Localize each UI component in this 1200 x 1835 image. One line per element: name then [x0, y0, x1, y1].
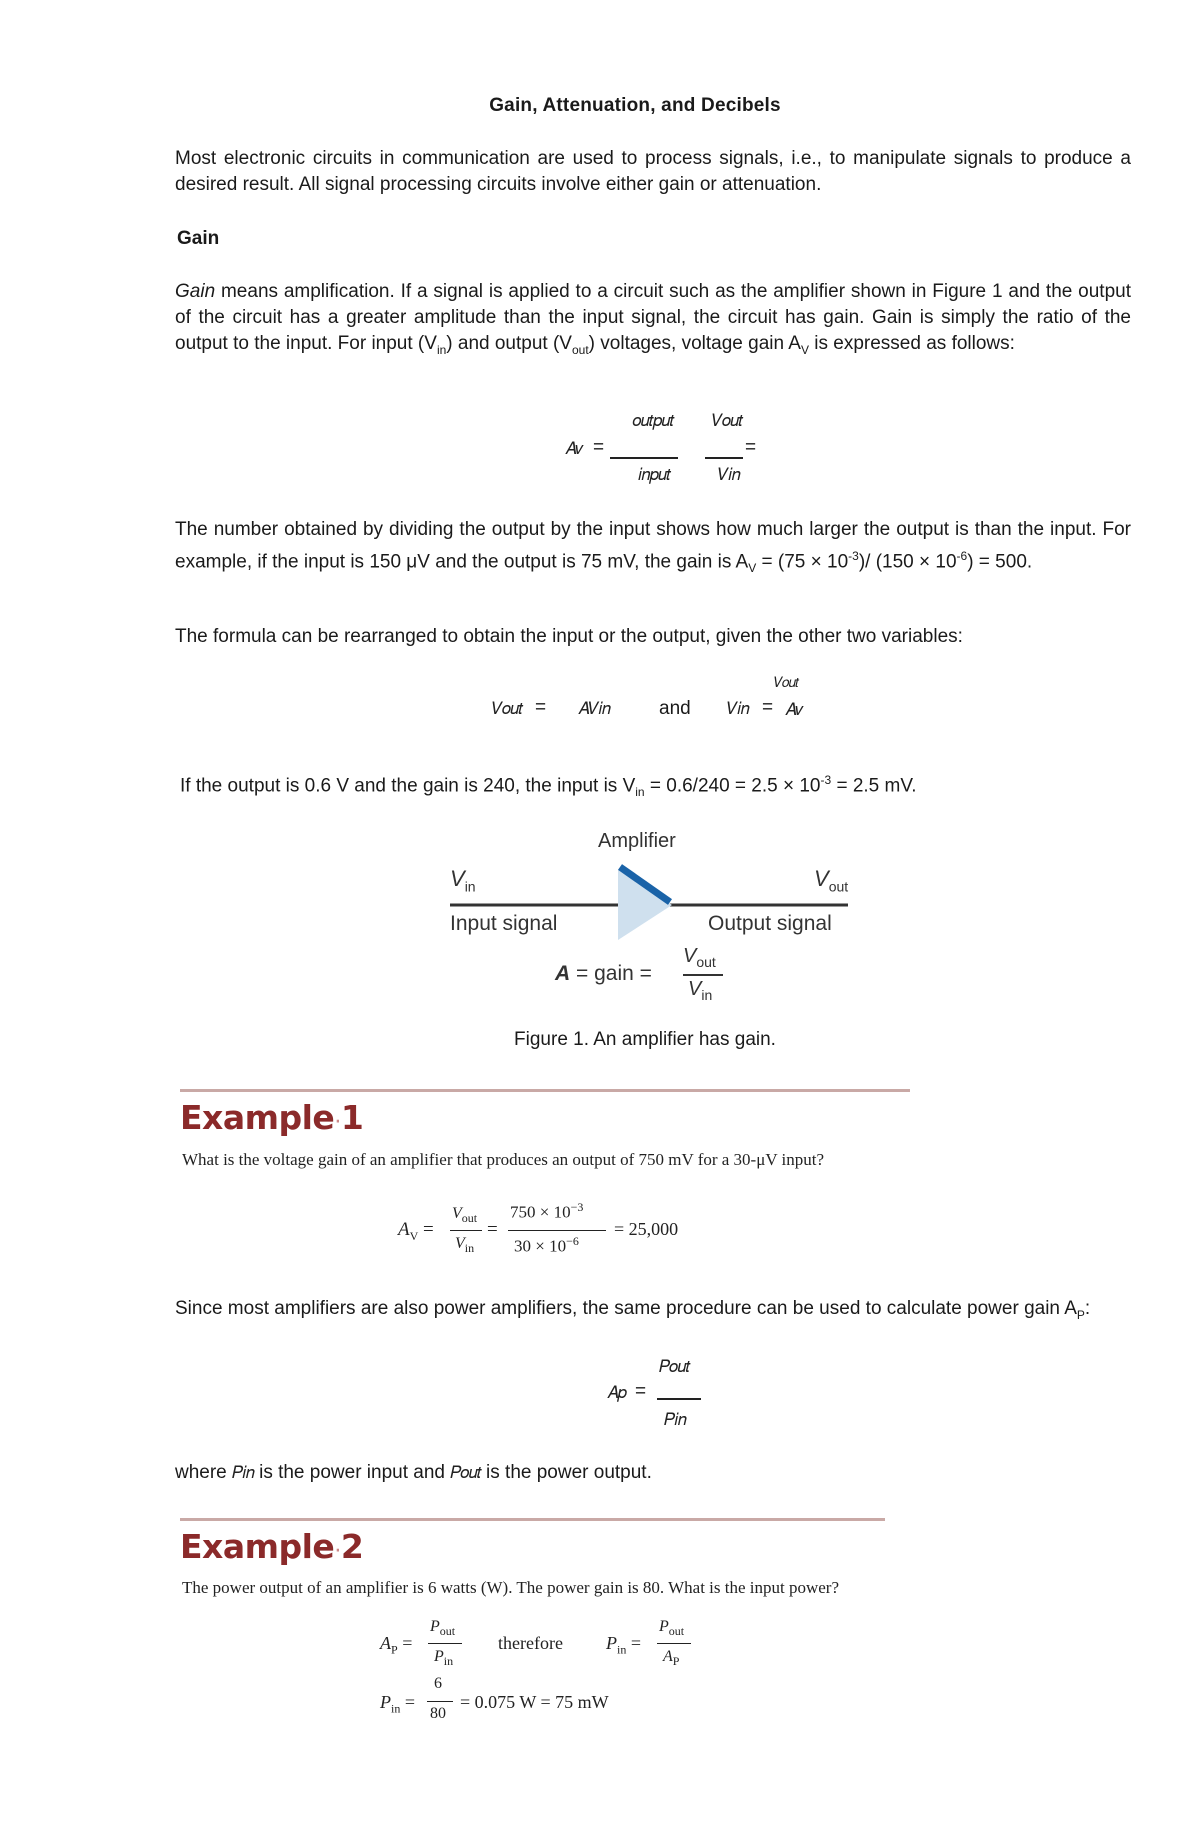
example2-heading — [180, 1527, 363, 1566]
ex1-num1-sub: out — [461, 1211, 478, 1226]
ex2-ap-lhs: $A_P$ = — [380, 1633, 413, 1657]
inpara-text-c: = 2.5 mV. — [831, 775, 917, 797]
ex2-pin-num-p: P — [659, 1618, 669, 1635]
gain-heading: Gain — [177, 228, 220, 249]
expara-sup1: -3 — [848, 549, 859, 563]
eq3-num: 𝑃𝑜𝑢𝑡 — [659, 1357, 690, 1377]
gain-italic: Gain — [175, 281, 216, 302]
ex2-ap-den — [434, 1648, 453, 1669]
ex1-num2 — [510, 1200, 583, 1223]
power-paragraph — [175, 1296, 1131, 1328]
vout-label — [814, 866, 848, 894]
inpara-text-b: = 0.6/240 = 2.5 × 10 — [644, 775, 821, 797]
eq2-left-lhs: 𝑉𝑜𝑢𝑡 — [492, 699, 523, 719]
gain-example-paragraph — [175, 517, 1131, 581]
ex1-den2-val: 30 × 10 — [514, 1236, 567, 1256]
ex2-calc-p: P — [380, 1692, 391, 1712]
example2-question: The power output of an amplifier is 6 watts (W). The power gain is 80. What is the input power? — [182, 1578, 840, 1597]
eq1-den2: 𝑉𝑖𝑛 — [718, 465, 740, 485]
eq1-num1: 𝑜𝑢𝑡𝑝𝑢𝑡 — [632, 411, 674, 431]
expara-text-a: The number obtained by dividing the output by the input shows how much larger the output is than the input. For example, if the input is 150 μV and the output is 75 mV, the gain is A — [175, 519, 1131, 573]
amplifier-label: Amplifier — [598, 830, 676, 852]
ex2-ap-den-sub: in — [443, 1654, 454, 1669]
ex2-ap-line — [428, 1643, 462, 1644]
gain-text-d: is expressed as follows: — [809, 333, 1015, 354]
powpara-text-b: : — [1084, 1298, 1091, 1319]
eq3-lhs: 𝐴𝑝 — [607, 1383, 626, 1403]
where-text-b: is the power input and — [253, 1462, 451, 1483]
page-title: Gain, Attenuation, and Decibels — [489, 95, 781, 116]
where-pout: 𝑃𝑜𝑢𝑡 — [450, 1463, 481, 1483]
ex1-line1 — [450, 1230, 482, 1231]
gain-text-c: ) voltages, voltage gain A — [588, 333, 801, 354]
example2-rule — [180, 1518, 885, 1521]
figure-caption: Figure 1. An amplifier has gain. — [514, 1029, 776, 1050]
example2-dot: · — [334, 1539, 341, 1564]
example1-number: 1 — [340, 1098, 364, 1137]
ex2-calc-den: 80 — [430, 1705, 446, 1722]
input-paragraph — [180, 767, 1136, 805]
intro-paragraph: Most electronic circuits in communication are used to process signals, i.e., to manipulate signals to produce a desired result. All signal processing circuits involve either gain or attenuation. — [175, 148, 1131, 195]
vin-sub: in — [464, 878, 476, 895]
expara-sub-v: V — [748, 561, 757, 576]
formula-num-v: V — [683, 945, 697, 967]
output-signal-label: Output signal — [708, 912, 832, 935]
figure-formula-line — [683, 974, 723, 976]
ex2-pin-num — [659, 1618, 684, 1639]
example1-equation: $A_V$ = — [398, 1219, 434, 1243]
ex1-eq2: = — [487, 1219, 498, 1240]
formula-den-v: V — [688, 978, 702, 1000]
ex2-ap-den-p: P — [434, 1648, 444, 1665]
ex2-pin-num-sub: out — [668, 1624, 685, 1639]
example2-word: Example — [180, 1527, 335, 1566]
eq1-frac-line-2 — [705, 457, 743, 459]
expara-text-d: ) = 500. — [967, 551, 1033, 573]
eq2-left-equals: = — [535, 697, 547, 718]
eq1-equals: = — [593, 437, 605, 458]
ex1-num1 — [452, 1205, 477, 1226]
inpara-sub-in: in — [635, 785, 645, 800]
ex2-ap-a: A — [380, 1633, 391, 1653]
formula-lhs: A — [555, 962, 571, 985]
ex2-pin-den-a: A — [663, 1648, 673, 1665]
eq2-right-lhs: 𝑉𝑖𝑛 — [727, 699, 749, 719]
ex1-den1-v: V — [455, 1235, 465, 1252]
ex2-calc-sub: in — [391, 1701, 401, 1716]
vout-sub: out — [828, 878, 849, 895]
where-pin: 𝑃𝑖𝑛 — [232, 1463, 254, 1483]
eq1-frac-line-1 — [610, 457, 678, 459]
formula-den-sub: in — [701, 987, 713, 1003]
ex2-pin-lhs: $P_{in}$ = — [606, 1633, 641, 1657]
ex2-pin-line — [657, 1643, 691, 1644]
gain-sub-v: V — [800, 342, 809, 357]
gain-text-b: ) and output (V — [446, 333, 572, 354]
eq3-frac-line — [657, 1398, 701, 1400]
example1-rule — [180, 1089, 910, 1092]
ex1-lhs: A — [398, 1219, 410, 1240]
ex2-ap-sub: P — [391, 1642, 398, 1657]
ex2-ap-num-p: P — [430, 1618, 440, 1635]
ex1-den2 — [514, 1234, 579, 1257]
formula-mid: = gain = — [570, 962, 652, 985]
figure-formula-den — [688, 978, 712, 1003]
ex2-calc-num: 6 — [434, 1675, 442, 1692]
eq3-den: 𝑃𝑖𝑛 — [664, 1410, 686, 1430]
ex1-lhs-sub: V — [409, 1228, 419, 1243]
ex1-num2-sup: −3 — [570, 1200, 584, 1214]
eq2-right-den: 𝐴𝑣 — [785, 700, 803, 720]
eq1-lhs: 𝐴𝑣 — [565, 439, 583, 459]
ex1-line2 — [508, 1230, 606, 1231]
where-paragraph — [175, 1460, 1131, 1486]
ex1-num2-val: 750 × 10 — [510, 1202, 571, 1222]
example1-word: Example — [180, 1098, 335, 1137]
expara-text-c: )/ (150 × 10 — [858, 551, 957, 573]
example2-number: 2 — [340, 1527, 364, 1566]
example1-question: What is the voltage gain of an amplifier that produces an output of 750 mV for a 30-μV input? — [182, 1150, 825, 1169]
eq2-left-rhs: 𝐴𝑉𝑖𝑛 — [578, 699, 610, 719]
figure-formula — [555, 962, 652, 986]
eq1-den1: 𝑖𝑛𝑝𝑢𝑡 — [637, 465, 671, 485]
ex1-result: = 25,000 — [614, 1219, 679, 1239]
ex1-den2-sup: −6 — [566, 1234, 579, 1248]
powpara-text-a: Since most amplifiers are also power amplifiers, the same procedure can be used to calculate power gain A — [175, 1298, 1077, 1319]
vout-v: V — [814, 866, 829, 891]
ex2-therefore: therefore — [498, 1633, 563, 1653]
example1-dot: · — [334, 1110, 341, 1135]
ex2-pin-den-sub: P — [672, 1654, 680, 1669]
vin-label — [450, 866, 476, 894]
inpara-text-a: If the output is 0.6 V and the gain is 240, the input is V — [180, 775, 636, 797]
eq2-and: and — [659, 698, 691, 719]
eq3-equals: = — [635, 1381, 647, 1402]
where-text-c: is the power output. — [480, 1462, 652, 1483]
vin-v: V — [450, 866, 465, 891]
input-signal-label: Input signal — [450, 912, 558, 935]
ex1-num1-v: V — [452, 1205, 462, 1222]
ex2-calc-lhs: $P_{in}$ = — [380, 1692, 415, 1716]
eq2-right-num: 𝑉𝑜𝑢𝑡 — [774, 675, 799, 691]
ex2-ap-num-sub: out — [439, 1624, 456, 1639]
ex1-den1-sub: in — [464, 1241, 475, 1256]
expara-text-b: = (75 × 10 — [756, 551, 849, 573]
ex2-pin-den — [663, 1648, 679, 1669]
formula-num-sub: out — [696, 954, 716, 970]
eq1-trailing-equals: = — [745, 437, 757, 458]
expara-sup2: -6 — [956, 549, 968, 563]
ex2-calc-result: = 0.075 W = 75 mW — [460, 1692, 609, 1712]
ex2-pin-sub: in — [617, 1642, 627, 1657]
eq1-num2: 𝑉𝑜𝑢𝑡 — [712, 411, 743, 431]
gain-sub-in: in — [436, 342, 447, 357]
gain-sub-out: out — [571, 342, 589, 357]
ex2-pin-p: P — [606, 1633, 617, 1653]
figure-amplifier — [430, 822, 870, 1017]
inpara-sup: -3 — [820, 773, 832, 787]
ex2-calc-line — [427, 1701, 453, 1702]
powpara-sub-p: P — [1076, 1307, 1085, 1322]
gain-text-a: means amplification. If a signal is applied to a circuit such as the amplifier shown in Figure 1 and the output of the circuit has a greater amplitude than the input signal, the circuit has gain. Gain is simply the ratio of the output to the input. For input (V — [175, 281, 1131, 354]
eq2-right-equals: = — [762, 697, 774, 718]
gain-paragraph — [175, 279, 1131, 363]
example1-heading — [180, 1098, 363, 1137]
ex2-ap-num — [430, 1618, 455, 1639]
rearrange-paragraph: The formula can be rearranged to obtain the input or the output, given the other two variables: — [175, 626, 963, 647]
ex1-den1 — [455, 1235, 474, 1256]
where-text-a: where — [175, 1462, 233, 1483]
figure-formula-num — [683, 945, 716, 970]
